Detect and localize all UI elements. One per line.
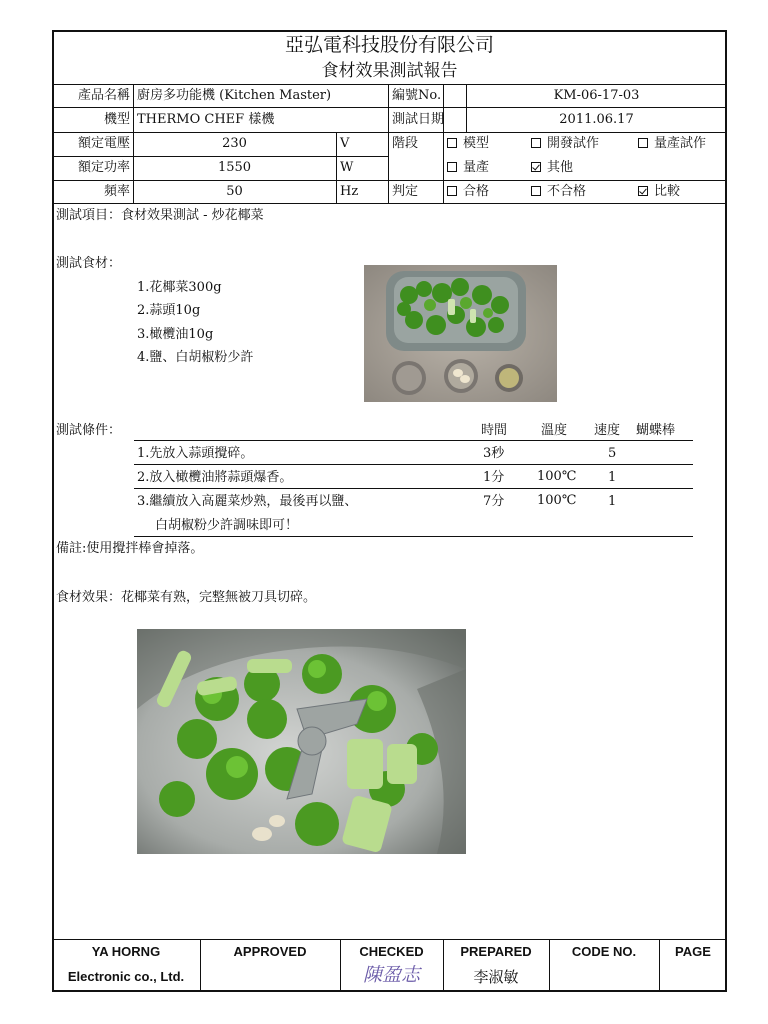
freq-label: 頻率 xyxy=(103,184,130,199)
step-text: 3.繼續放入高麗菜炒熟，最後再以鹽、 xyxy=(137,494,358,509)
product-name-label: 產品名稱 xyxy=(77,88,130,103)
header-whisk: 蝴蝶棒 xyxy=(636,423,676,438)
test-date-value: 2011.06.17 xyxy=(559,112,634,127)
voltage-unit: V xyxy=(340,136,350,151)
footer-checked-label: CHECKED xyxy=(359,944,424,959)
number-value: KM-06-17-03 xyxy=(553,88,640,103)
footer-company-line2: Electronic co., Ltd. xyxy=(67,969,185,984)
step-time: 3秒 xyxy=(483,446,505,461)
ingredient-item: 3.橄欖油10g xyxy=(137,327,214,342)
stage-option-mass-trial[interactable]: 量產試作 xyxy=(638,136,706,152)
checkbox-checked-icon[interactable] xyxy=(531,162,541,172)
footer-page-label: PAGE xyxy=(675,944,711,959)
checkbox-icon[interactable] xyxy=(447,186,457,196)
test-item: 測試項目：食材效果測試 - 炒花椰菜 xyxy=(56,208,264,223)
checkbox-icon[interactable] xyxy=(447,138,457,148)
stage-option-other[interactable]: 其他 xyxy=(531,160,573,176)
number-label: 編號No. xyxy=(392,88,442,103)
stage-option-model[interactable]: 模型 xyxy=(447,136,489,152)
voltage-label: 額定電壓 xyxy=(77,136,130,151)
footer-prepared-label: PREPARED xyxy=(460,944,532,959)
power-value: 1550 xyxy=(217,160,252,175)
ingredient-item: 4.鹽、白胡椒粉少許 xyxy=(137,350,254,365)
product-name-value: 廚房多功能機 (Kitchen Master) xyxy=(137,88,332,103)
report-title: 食材效果測試報告 xyxy=(321,61,458,81)
voltage-value: 230 xyxy=(222,136,247,151)
result-photo-graphic xyxy=(137,629,466,854)
ingredients-photo xyxy=(364,265,557,402)
footer-company-line1: YA HORNG xyxy=(91,944,161,959)
checkbox-icon[interactable] xyxy=(531,138,541,148)
judgement-label: 判定 xyxy=(392,184,419,199)
ingredients-title: 測試食材： xyxy=(56,256,122,271)
note: 備註:使用攪拌棒會掉落。 xyxy=(56,541,204,556)
company-name: 亞弘電科技股份有限公司 xyxy=(284,34,494,56)
footer-code-label: CODE NO. xyxy=(571,944,637,959)
step-time: 1分 xyxy=(483,470,505,485)
judgement-option-pass[interactable]: 合格 xyxy=(447,184,489,200)
ingredient-item: 1.花椰菜300g xyxy=(137,280,222,295)
judgement-option-fail[interactable]: 不合格 xyxy=(531,184,586,200)
power-unit: W xyxy=(340,160,354,175)
power-label: 額定功率 xyxy=(77,160,130,175)
step-temp: 100℃ xyxy=(537,493,577,508)
stage-label: 階段 xyxy=(392,136,419,151)
step-speed: 1 xyxy=(608,470,617,485)
conditions-title: 測試條件： xyxy=(56,423,122,438)
result: 食材效果：花椰菜有熟，完整無被刀具切碎。 xyxy=(56,590,317,605)
step-temp: 100℃ xyxy=(537,469,577,484)
header-temp: 溫度 xyxy=(541,423,568,438)
result-photo xyxy=(137,629,466,854)
stage-option-dev-trial[interactable]: 開發試作 xyxy=(531,136,599,152)
ingredient-item: 2.蒜頭10g xyxy=(137,303,201,318)
step-text: 2.放入橄欖油將蒜頭爆香。 xyxy=(137,470,293,485)
checkbox-icon[interactable] xyxy=(531,186,541,196)
stage-option-mass[interactable]: 量產 xyxy=(447,160,489,176)
checkbox-icon[interactable] xyxy=(638,138,648,148)
header-time: 時間 xyxy=(481,423,508,438)
checkbox-checked-icon[interactable] xyxy=(638,186,648,196)
model-label: 機型 xyxy=(103,112,130,127)
freq-value: 50 xyxy=(226,184,243,199)
step-speed: 1 xyxy=(608,494,617,509)
step-speed: 5 xyxy=(608,446,617,461)
test-date-label: 測試日期 xyxy=(392,112,445,127)
freq-unit: Hz xyxy=(340,184,359,199)
checkbox-icon[interactable] xyxy=(447,162,457,172)
step-text: 1.先放入蒜頭攪碎。 xyxy=(137,446,254,461)
step-time: 7分 xyxy=(483,494,505,509)
header-speed: 速度 xyxy=(594,423,621,438)
prepared-name: 李淑敏 xyxy=(473,968,519,986)
ingredients-photo-graphic xyxy=(364,265,557,402)
step-text-continued: 白胡椒粉少許調味即可！ xyxy=(155,518,299,533)
footer-approved-label: APPROVED xyxy=(233,944,307,959)
judgement-option-compare[interactable]: 比較 xyxy=(638,184,680,200)
model-value: THERMO CHEF 樣機 xyxy=(137,112,275,127)
checked-signature: 陳盈志 xyxy=(362,964,420,986)
